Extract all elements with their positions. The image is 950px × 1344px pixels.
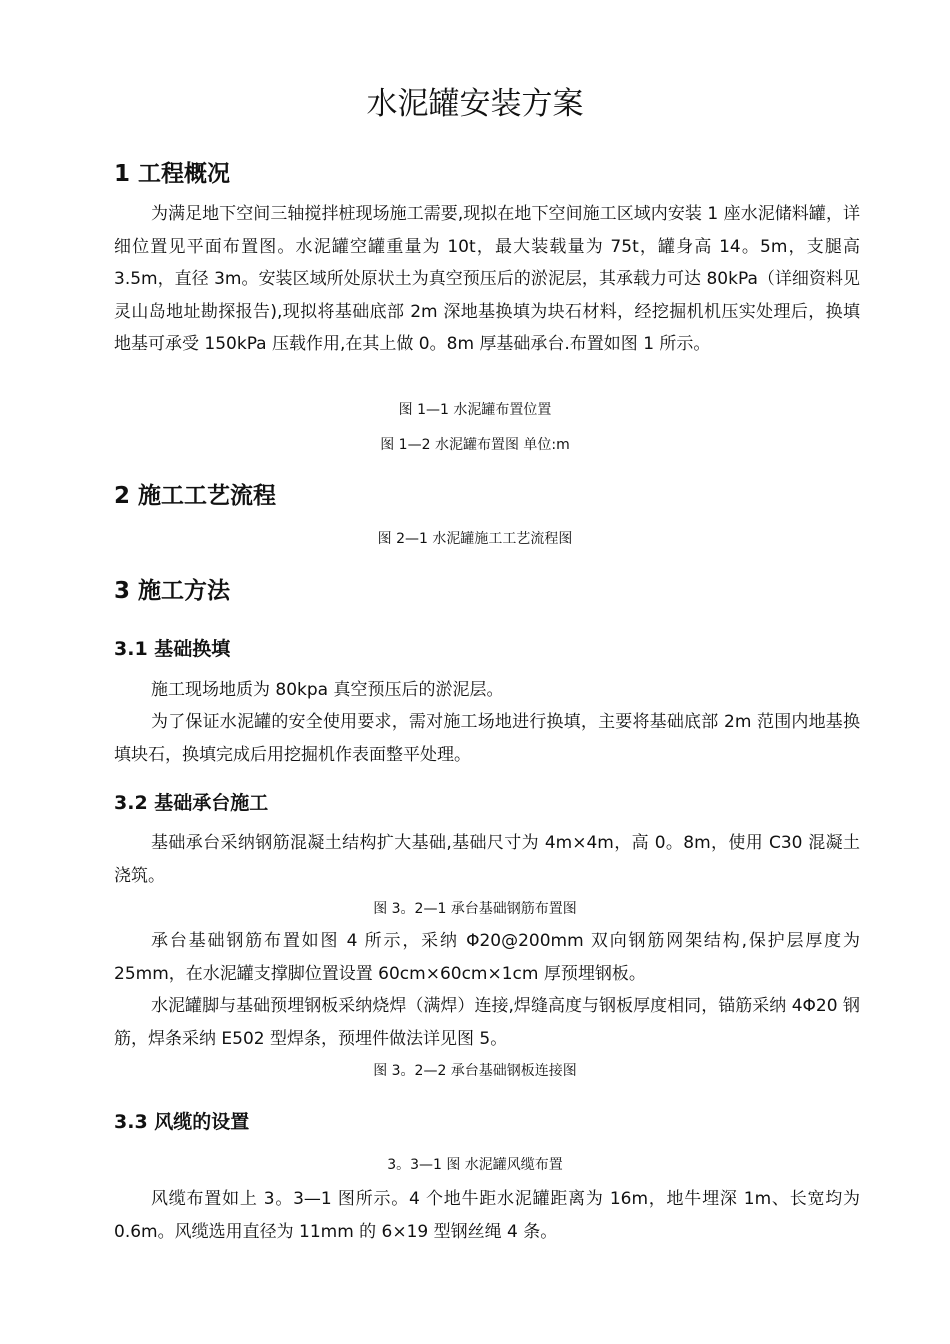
subsection-3-2-heading: 3.2 基础承台施工 [114, 792, 269, 814]
subsection-3-3-heading: 3.3 风缆的设置 [114, 1111, 250, 1133]
section-3-heading: 3 施工方法 [114, 578, 231, 604]
subsection-3-1-paragraph-2: 为了保证水泥罐的安全使用要求，需对施工场地进行换填，主要将基础底部 2m 范围内地基换填块石，换填完成后用挖掘机作表面整平处理。 [114, 712, 860, 765]
subsection-3-1-paragraph-1: 施工现场地质为 80kpa 真空预压后的淤泥层。 [151, 680, 504, 700]
section-2-heading: 2 施工工艺流程 [114, 483, 277, 509]
figure-caption-3-3-1: 3。3—1 图 水泥罐风缆布置 [387, 1157, 563, 1173]
figure-caption-3-2-1: 图 3。2—1 承台基础钢筋布置图 [373, 901, 577, 917]
subsection-3-2-paragraph-1: 基础承台采纳钢筋混凝土结构扩大基础,基础尺寸为 4m×4m，高 0。8m，使用 C30 混凝土浇筑。 [114, 833, 860, 886]
figure-caption-1-1: 图 1—1 水泥罐布置位置 [398, 402, 552, 418]
section-1-paragraph: 为满足地下空间三轴搅拌桩现场施工需要,现拟在地下空间施工区域内安装 1 座水泥储料罐，详细位置见平面布置图。水泥罐空罐重量为 10t，最大装载量为 75t，罐身高 14。5m，支腿高 3.5m，直径 3m。安装区域所处原状土为真空预压后的淤泥层，其承载力可达 80kPa（详细资料见灵山岛地址勘探报告),现拟将基础底部 2m 深地基换填为块石材料，经挖掘机机压实处理后，换填地基可承受 150kPa 压载作用,在其上做 0。8m 厚基础承台.布置如图 1 所示。 [114, 204, 860, 354]
subsection-3-3-paragraph-1: 风缆布置如上 3。3—1 图所示。4 个地牛距水泥罐距离为 16m，地牛埋深 1m、长宽均为 0.6m。风缆选用直径为 11mm 的 6×19 型钢丝绳 4 条。 [114, 1189, 860, 1242]
subsection-3-2-paragraph-3: 水泥罐脚与基础预埋钢板采纳烧焊（满焊）连接,焊缝高度与钢板厚度相同，锚筋采纳 4Φ20 钢筋，焊条采纳 E502 型焊条，预埋件做法详见图 5。 [114, 996, 860, 1049]
figure-caption-3-2-2: 图 3。2—2 承台基础钢板连接图 [373, 1063, 577, 1079]
subsection-3-2-paragraph-2: 承台基础钢筋布置如图 4 所示，采纳 Φ20@200mm 双向钢筋网架结构,保护层厚度为 25mm，在水泥罐支撑脚位置设置 60cm×60cm×1cm 厚预埋钢板。 [114, 931, 860, 984]
figure-caption-2-1: 图 2—1 水泥罐施工工艺流程图 [377, 531, 573, 547]
section-1-heading: 1 工程概况 [114, 161, 231, 187]
document-title: 水泥罐安装方案 [366, 86, 584, 122]
figure-caption-1-2: 图 1—2 水泥罐布置图 单位:m [380, 437, 570, 453]
subsection-3-1-heading: 3.1 基础换填 [114, 638, 231, 660]
